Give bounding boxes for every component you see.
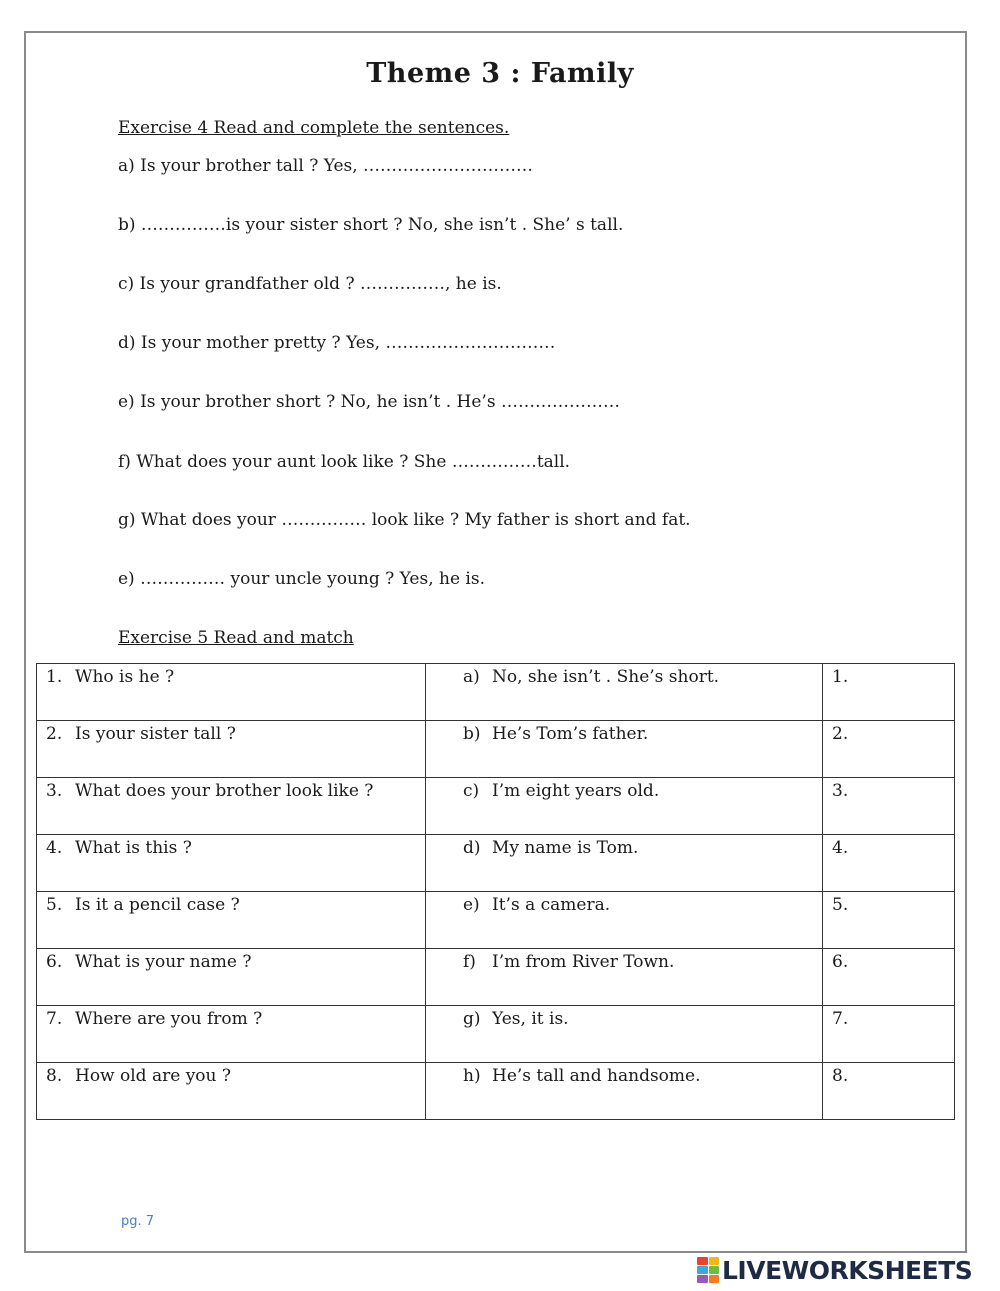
page-number: pg. 7 bbox=[121, 1214, 155, 1229]
answer-letter: b) bbox=[463, 724, 481, 744]
table-row bbox=[37, 835, 955, 892]
answer-text: He’s tall and handsome. bbox=[492, 1066, 701, 1086]
question-text: Who is he ? bbox=[75, 667, 175, 687]
answer-text: Yes, it is. bbox=[492, 1009, 569, 1029]
answer-slot[interactable]: 2. bbox=[823, 721, 955, 778]
table-row bbox=[37, 721, 955, 778]
table-row bbox=[37, 664, 955, 721]
exercise4-sentence-a: a) Is your brother tall ? Yes, ………………………… bbox=[118, 156, 534, 176]
question-text: Is it a pencil case ? bbox=[75, 895, 240, 915]
question-number: 1. bbox=[46, 667, 63, 687]
answer-cell bbox=[426, 835, 823, 892]
answer-cell bbox=[426, 892, 823, 949]
question-cell bbox=[37, 778, 426, 835]
brand-logo[interactable] bbox=[697, 1255, 972, 1285]
answer-letter: h) bbox=[463, 1066, 481, 1086]
answer-text: My name is Tom. bbox=[492, 838, 639, 858]
answer-cell bbox=[426, 721, 823, 778]
question-number: 2. bbox=[46, 724, 63, 744]
question-text: How old are you ? bbox=[75, 1066, 232, 1086]
question-text: What is this ? bbox=[75, 838, 192, 858]
exercise4-heading: Exercise 4 Read and complete the sentences. bbox=[118, 118, 510, 138]
question-text: Where are you from ? bbox=[75, 1009, 263, 1029]
answer-slot[interactable]: 8. bbox=[823, 1063, 955, 1120]
question-cell bbox=[37, 835, 426, 892]
question-cell bbox=[37, 664, 426, 721]
answer-letter: a) bbox=[463, 667, 480, 687]
table-row bbox=[37, 1063, 955, 1120]
question-cell bbox=[37, 949, 426, 1006]
answer-slot[interactable]: 1. bbox=[823, 664, 955, 721]
table-row bbox=[37, 778, 955, 835]
exercise4-sentence-h: e) …………… your uncle young ? Yes, he is. bbox=[118, 569, 485, 589]
question-cell bbox=[37, 1006, 426, 1063]
answer-cell bbox=[426, 949, 823, 1006]
exercise4-sentence-c: c) Is your grandfather old ? ……………, he is. bbox=[118, 274, 502, 294]
question-text: What does your brother look like ? bbox=[75, 781, 374, 801]
exercise4-sentence-f: f) What does your aunt look like ? She ……………tall. bbox=[118, 452, 571, 472]
question-number: 5. bbox=[46, 895, 63, 915]
answer-cell bbox=[426, 1063, 823, 1120]
answer-slot[interactable]: 7. bbox=[823, 1006, 955, 1063]
question-cell bbox=[37, 1063, 426, 1120]
match-table bbox=[36, 663, 955, 1120]
question-cell bbox=[37, 721, 426, 778]
exercise4-sentence-e: e) Is your brother short ? No, he isn’t . He’s ………………… bbox=[118, 392, 620, 412]
exercise4-sentence-g: g) What does your …………… look like ? My father is short and fat. bbox=[118, 510, 691, 530]
exercise5-heading: Exercise 5 Read and match bbox=[118, 628, 354, 648]
answer-slot[interactable]: 6. bbox=[823, 949, 955, 1006]
answer-text: It’s a camera. bbox=[492, 895, 611, 915]
answer-letter: e) bbox=[463, 895, 480, 915]
page-title: Theme 3 : Family bbox=[366, 58, 634, 89]
brand-name: LIVEWORKSHEETS bbox=[722, 1255, 973, 1285]
answer-slot[interactable]: 3. bbox=[823, 778, 955, 835]
table-row bbox=[37, 949, 955, 1006]
table-row bbox=[37, 1006, 955, 1063]
answer-letter: d) bbox=[463, 838, 481, 858]
exercise4-sentence-b: b) ……………is your sister short ? No, she isn’t . She’ s tall. bbox=[118, 215, 624, 235]
liveworksheets-logo-icon bbox=[697, 1257, 719, 1283]
exercise4-sentence-d: d) Is your mother pretty ? Yes, ………………………… bbox=[118, 333, 556, 353]
question-number: 7. bbox=[46, 1009, 63, 1029]
question-number: 3. bbox=[46, 781, 63, 801]
answer-cell bbox=[426, 664, 823, 721]
question-number: 4. bbox=[46, 838, 63, 858]
table-row bbox=[37, 892, 955, 949]
answer-letter: g) bbox=[463, 1009, 481, 1029]
answer-cell bbox=[426, 778, 823, 835]
question-cell bbox=[37, 892, 426, 949]
answer-text: I’m eight years old. bbox=[492, 781, 660, 801]
question-text: What is your name ? bbox=[75, 952, 252, 972]
question-text: Is your sister tall ? bbox=[75, 724, 236, 744]
answer-text: No, she isn’t . She’s short. bbox=[492, 667, 720, 687]
answer-cell bbox=[426, 1006, 823, 1063]
answer-slot[interactable]: 4. bbox=[823, 835, 955, 892]
answer-text: I’m from River Town. bbox=[492, 952, 675, 972]
question-number: 6. bbox=[46, 952, 63, 972]
answer-letter: c) bbox=[463, 781, 480, 801]
answer-text: He’s Tom’s father. bbox=[492, 724, 649, 744]
question-number: 8. bbox=[46, 1066, 63, 1086]
answer-slot[interactable]: 5. bbox=[823, 892, 955, 949]
answer-letter: f) bbox=[463, 952, 476, 972]
